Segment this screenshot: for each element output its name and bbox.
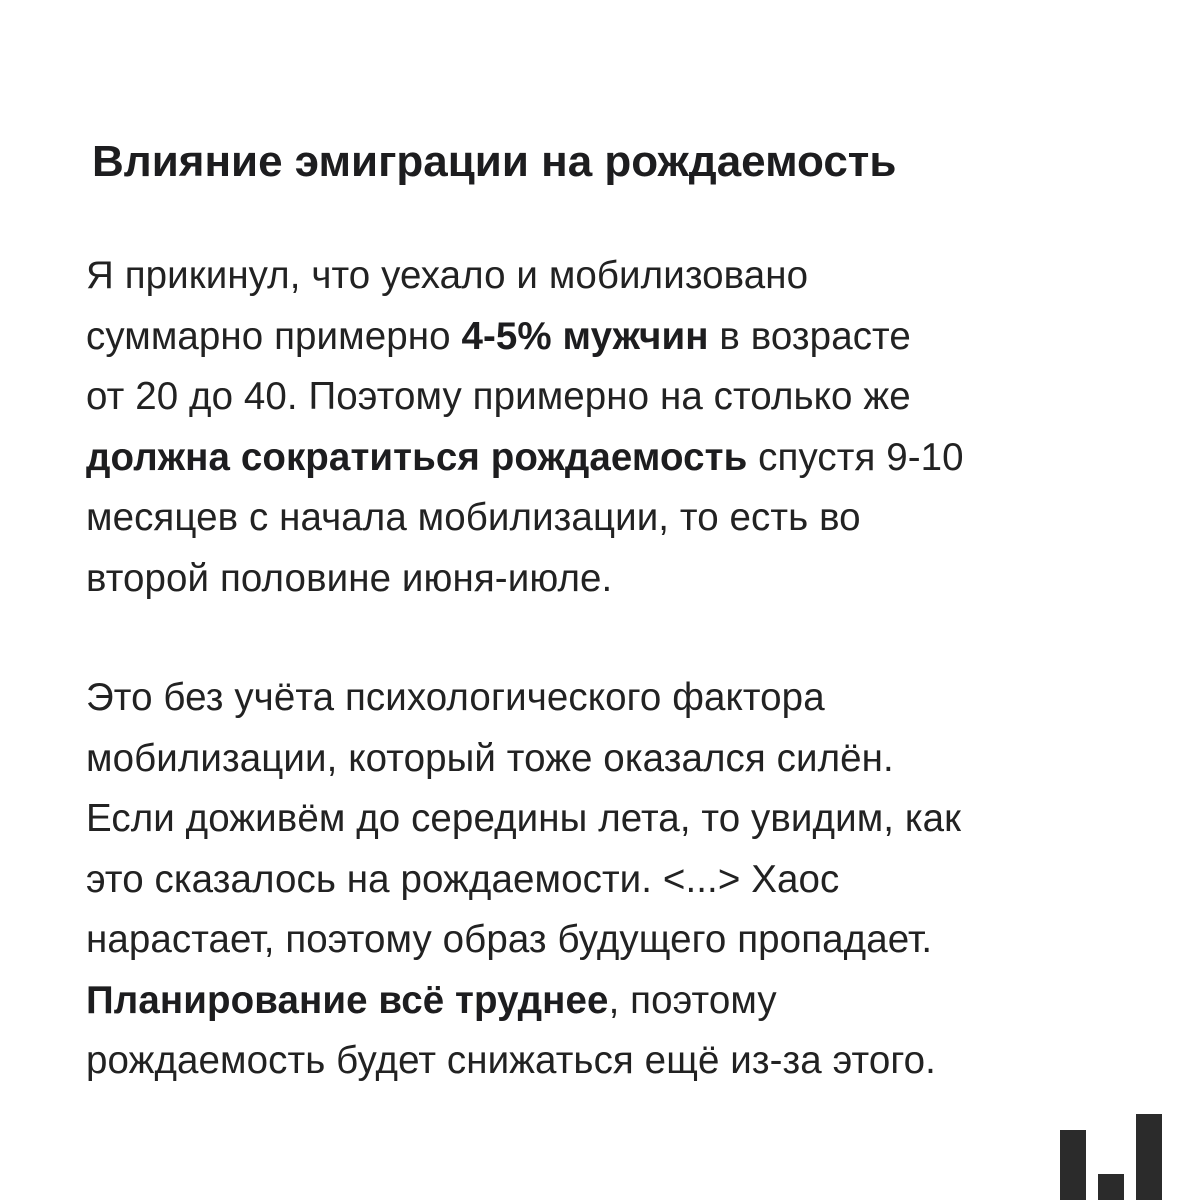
paragraph-1-line — [86, 307, 1166, 368]
paragraph-2-line: это сказалось на рождаемости. <...> Хаос — [86, 857, 840, 901]
paragraph-1-line — [86, 428, 1166, 489]
paragraph-1-line: второй половине июня-июле. — [86, 556, 613, 600]
page-title: Влияние эмиграции на рождаемость — [92, 137, 897, 186]
emphasis-text: должна сократиться рождаемость — [86, 435, 748, 479]
paragraph-2-line: рождаемость будет снижаться ещё из-за этого. — [86, 1039, 936, 1082]
emphasis-text: Планирование всё труднее — [86, 978, 609, 1022]
paragraph-2-line: нарастает, поэтому образ будущего пропадает. — [86, 918, 933, 961]
bar-chart-logo-icon — [1056, 1112, 1166, 1200]
text-fragment: суммарно примерно — [86, 314, 462, 358]
paragraph-2-line — [86, 971, 1166, 1032]
paragraph-2 — [86, 668, 1166, 1092]
paragraph-2-line: Если доживём до середины лета, то увидим, как — [86, 797, 962, 840]
logo-bar-left — [1060, 1130, 1086, 1200]
logo-bar-right — [1136, 1114, 1162, 1200]
paragraph-1-line: от 20 до 40. Поэтому примерно на столько же — [86, 375, 911, 418]
paragraph-2-line: Это без учёта психологического фактора — [86, 676, 825, 719]
paragraph-1 — [86, 246, 1166, 609]
text-fragment: в возрасте — [708, 314, 911, 358]
paragraph-2-line: мобилизации, который тоже оказался силён. — [86, 736, 894, 780]
text-fragment: , поэтому — [608, 978, 777, 1022]
text-fragment: спустя 9-10 — [747, 435, 964, 479]
emphasis-text: 4-5% мужчин — [461, 314, 709, 358]
paragraph-1-line: Я прикинул, что уехало и мобилизовано — [86, 254, 809, 297]
logo-bar-middle — [1098, 1174, 1124, 1200]
paragraph-1-line: месяцев с начала мобилизации, то есть во — [86, 496, 861, 539]
